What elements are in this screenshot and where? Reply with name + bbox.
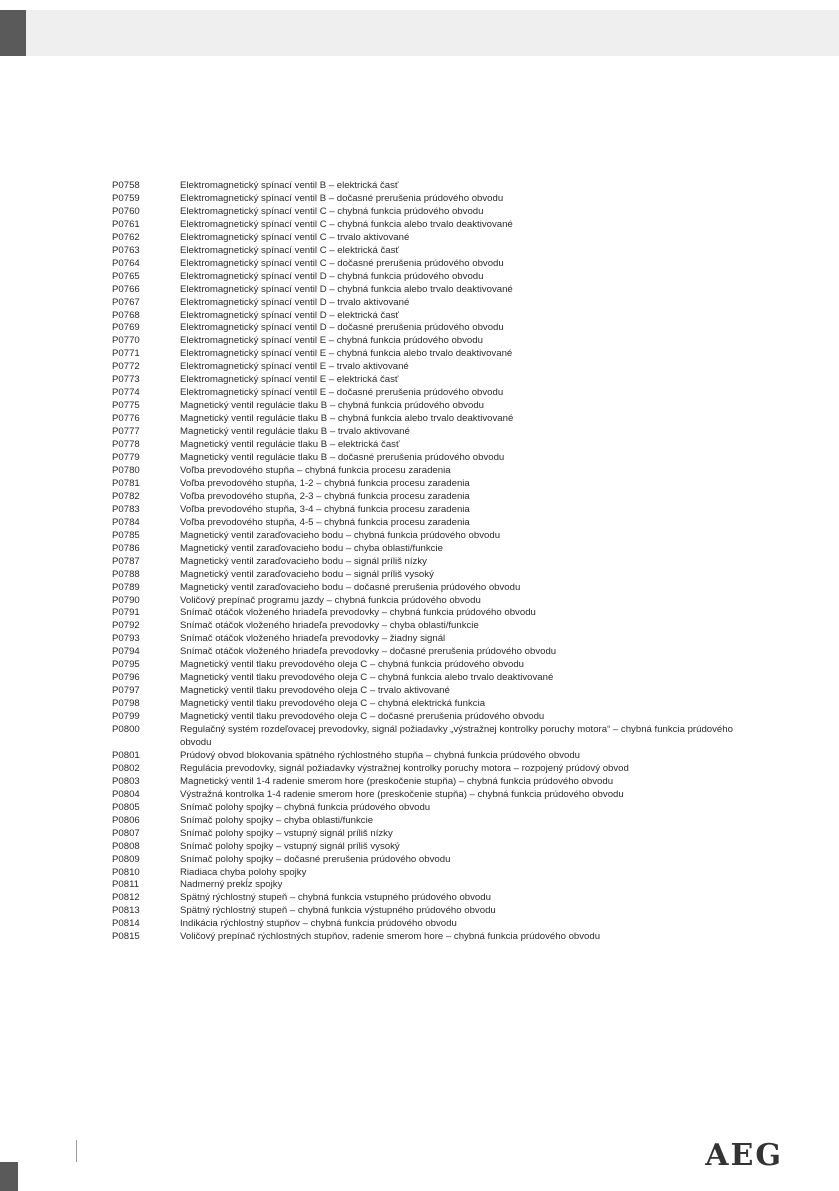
code-row xyxy=(112,698,752,711)
error-code: P0775 xyxy=(112,400,140,412)
error-code: P0786 xyxy=(112,542,140,554)
code-row xyxy=(112,789,752,802)
error-description: Magnetický ventil zaraďovacieho bodu – chybná funkcia prúdového obvodu xyxy=(180,529,501,541)
error-description: Snímač polohy spojky – vstupný signál príliš nízky xyxy=(180,827,393,839)
code-row xyxy=(112,620,752,633)
error-description: Snímač otáčok vloženého hriadeľa prevodovky – chybná funkcia prúdového obvodu xyxy=(180,607,536,619)
error-code: P0801 xyxy=(112,749,140,761)
error-code: P0795 xyxy=(112,659,140,671)
code-row xyxy=(112,711,752,724)
error-description: Voľba prevodového stupňa, 3-4 – chybná funkcia procesu zaradenia xyxy=(180,503,470,515)
error-description: Magnetický ventil tlaku prevodového oleja C – chybná funkcia prúdového obvodu xyxy=(180,659,524,671)
error-description: Magnetický ventil tlaku prevodového oleja C – dočasné prerušenia prúdového obvodu xyxy=(180,711,545,723)
code-row xyxy=(112,841,752,854)
error-code: P0807 xyxy=(112,827,140,839)
error-description: Magnetický ventil zaraďovacieho bodu – signál príliš nízky xyxy=(180,555,427,567)
error-description: Magnetický ventil regulácie tlaku B – dočasné prerušenia prúdového obvodu xyxy=(180,452,505,464)
code-row xyxy=(112,491,752,504)
error-description: Voľba prevodového stupňa, 4-5 – chybná funkcia procesu zaradenia xyxy=(180,516,470,528)
error-description: Elektromagnetický spínací ventil B – dočasné prerušenia prúdového obvodu xyxy=(180,192,504,204)
error-code: P0813 xyxy=(112,905,140,917)
code-row xyxy=(112,685,752,698)
error-description: Spätný rýchlostný stupeň – chybná funkcia vstupného prúdového obvodu xyxy=(180,892,491,904)
error-code: P0769 xyxy=(112,322,140,334)
error-description: Elektromagnetický spínací ventil C – elektrická časť xyxy=(180,244,400,256)
error-description: Magnetický ventil zaraďovacieho bodu – signál príliš vysoký xyxy=(180,568,434,580)
error-description: Elektromagnetický spínací ventil C – chybná funkcia prúdového obvodu xyxy=(180,205,484,217)
error-description: Magnetický ventil regulácie tlaku B – chybná funkcia alebo trvalo deaktivované xyxy=(180,413,514,425)
error-code: P0789 xyxy=(112,581,140,593)
error-code: P0787 xyxy=(112,555,140,567)
code-row xyxy=(112,245,752,258)
error-code: P0785 xyxy=(112,529,140,541)
error-code: P0814 xyxy=(112,918,140,930)
code-row xyxy=(112,439,752,452)
error-description: Voľba prevodového stupňa – chybná funkcia procesu zaradenia xyxy=(180,464,451,476)
error-description: Prúdový obvod blokovania spätného rýchlostného stupňa – chybná funkcia prúdového obvodu xyxy=(180,749,581,761)
error-code: P0809 xyxy=(112,853,140,865)
code-row xyxy=(112,219,752,232)
error-description: Voličový prepínač rýchlostných stupňov, radenie smerom hore – chybná funkcia prúdového obvodu xyxy=(180,931,601,943)
code-row xyxy=(112,426,752,439)
error-description: Elektromagnetický spínací ventil B – elektrická časť xyxy=(180,180,399,191)
code-row xyxy=(112,232,752,245)
error-code: P0771 xyxy=(112,348,140,360)
code-row xyxy=(112,659,752,672)
code-row xyxy=(112,180,752,193)
error-description: Elektromagnetický spínací ventil D – dočasné prerušenia prúdového obvodu xyxy=(180,322,504,334)
error-code: P0773 xyxy=(112,374,140,386)
error-code: P0777 xyxy=(112,426,140,438)
code-row xyxy=(112,569,752,582)
error-code: P0791 xyxy=(112,607,140,619)
error-code: P0815 xyxy=(112,931,140,943)
error-code: P0804 xyxy=(112,788,140,800)
error-description: Elektromagnetický spínací ventil C – trvalo aktivované xyxy=(180,231,410,243)
page-number-divider xyxy=(76,1140,77,1162)
error-description: Elektromagnetický spínací ventil E – dočasné prerušenia prúdového obvodu xyxy=(180,387,504,399)
error-description: Snímač polohy spojky – chybná funkcia prúdového obvodu xyxy=(180,801,431,813)
code-row xyxy=(112,374,752,387)
code-row xyxy=(112,828,752,841)
code-row xyxy=(112,517,752,530)
error-code: P0810 xyxy=(112,866,140,878)
code-row xyxy=(112,854,752,867)
error-description: Voľba prevodového stupňa, 2-3 – chybná funkcia procesu zaradenia xyxy=(180,490,470,502)
code-row xyxy=(112,335,752,348)
error-code: P0797 xyxy=(112,685,140,697)
error-description: Snímač otáčok vloženého hriadeľa prevodovky – žiadny signál xyxy=(180,633,446,645)
error-code-list xyxy=(112,180,752,944)
code-row xyxy=(112,413,752,426)
error-code: P0772 xyxy=(112,361,140,373)
error-description: Voličový prepínač programu jazdy – chybná funkcia prúdového obvodu xyxy=(180,594,481,606)
error-description: Voľba prevodového stupňa, 1-2 – chybná funkcia procesu zaradenia xyxy=(180,477,470,489)
code-row xyxy=(112,452,752,465)
code-row xyxy=(112,543,752,556)
error-code: P0764 xyxy=(112,257,140,269)
error-description: Regulačný systém rozdeľovacej prevodovky, signál požiadavky „výstražnej kontrolky poruchy motora“ – chybná funkcia prúdového obvodu xyxy=(180,724,733,748)
error-description: Elektromagnetický spínací ventil D – trvalo aktivované xyxy=(180,296,410,308)
code-row xyxy=(112,310,752,323)
error-description: Magnetický ventil tlaku prevodového oleja C – trvalo aktivované xyxy=(180,685,450,697)
error-code: P0770 xyxy=(112,335,140,347)
error-code: P0784 xyxy=(112,516,140,528)
error-code: P0767 xyxy=(112,296,140,308)
error-description: Indikácia rýchlostný stupňov – chybná funkcia prúdového obvodu xyxy=(180,918,457,930)
error-description: Snímač otáčok vloženého hriadeľa prevodovky – dočasné prerušenia prúdového obvodu xyxy=(180,646,557,658)
error-description: Magnetický ventil 1-4 radenie smerom hore (preskočenie stupňa) – chybná funkcia prúdového obvodu xyxy=(180,775,614,787)
error-description: Snímač polohy spojky – chyba oblasti/funkcie xyxy=(180,814,374,826)
code-row xyxy=(112,724,752,750)
error-code: P0776 xyxy=(112,413,140,425)
error-description: Magnetický ventil zaraďovacieho bodu – dočasné prerušenia prúdového obvodu xyxy=(180,581,521,593)
error-description: Magnetický ventil regulácie tlaku B – chybná funkcia prúdového obvodu xyxy=(180,400,484,412)
error-code: P0812 xyxy=(112,892,140,904)
error-code: P0806 xyxy=(112,814,140,826)
error-description: Elektromagnetický spínací ventil E – trvalo aktivované xyxy=(180,361,409,373)
error-description: Elektromagnetický spínací ventil D – chybná funkcia prúdového obvodu xyxy=(180,270,484,282)
error-description: Magnetický ventil tlaku prevodového oleja C – chybná elektrická funkcia xyxy=(180,698,486,710)
error-description: Magnetický ventil regulácie tlaku B – elektrická časť xyxy=(180,439,400,451)
code-row xyxy=(112,802,752,815)
code-row xyxy=(112,892,752,905)
code-row xyxy=(112,595,752,608)
error-code: P0799 xyxy=(112,711,140,723)
error-code: P0782 xyxy=(112,490,140,502)
code-row xyxy=(112,322,752,335)
error-description: Snímač polohy spojky – dočasné prerušenia prúdového obvodu xyxy=(180,853,451,865)
error-code: P0800 xyxy=(112,724,140,736)
error-code: P0765 xyxy=(112,270,140,282)
header-band xyxy=(26,10,839,56)
error-description: Elektromagnetický spínací ventil D – elektrická časť xyxy=(180,309,400,321)
code-row xyxy=(112,556,752,569)
code-row xyxy=(112,776,752,789)
code-row xyxy=(112,931,752,944)
error-description: Magnetický ventil zaraďovacieho bodu – chyba oblasti/funkcie xyxy=(180,542,443,554)
error-code: P0774 xyxy=(112,387,140,399)
error-code: P0793 xyxy=(112,633,140,645)
error-description: Elektromagnetický spínací ventil D – chybná funkcia alebo trvalo deaktivované xyxy=(180,283,513,295)
error-code: P0760 xyxy=(112,205,140,217)
error-code: P0808 xyxy=(112,840,140,852)
error-code: P0790 xyxy=(112,594,140,606)
code-row xyxy=(112,879,752,892)
code-row xyxy=(112,465,752,478)
code-row xyxy=(112,348,752,361)
error-description: Elektromagnetický spínací ventil E – elektrická časť xyxy=(180,374,399,386)
code-row xyxy=(112,646,752,659)
error-code: P0768 xyxy=(112,309,140,321)
page-corner-tab-top xyxy=(0,10,26,56)
error-code: P0796 xyxy=(112,672,140,684)
error-code: P0798 xyxy=(112,698,140,710)
error-description: Elektromagnetický spínací ventil E – chybná funkcia alebo trvalo deaktivované xyxy=(180,348,513,360)
code-row xyxy=(112,633,752,646)
error-description: Elektromagnetický spínací ventil E – chybná funkcia prúdového obvodu xyxy=(180,335,483,347)
error-description: Elektromagnetický spínací ventil C – dočasné prerušenia prúdového obvodu xyxy=(180,257,504,269)
code-row xyxy=(112,867,752,880)
error-code: P0761 xyxy=(112,218,140,230)
error-description: Magnetický ventil tlaku prevodového oleja C – chybná funkcia alebo trvalo deaktivované xyxy=(180,672,554,684)
code-row xyxy=(112,284,752,297)
error-code: P0762 xyxy=(112,231,140,243)
error-code: P0788 xyxy=(112,568,140,580)
code-row xyxy=(112,504,752,517)
error-description: Nadmerný prekĺz spojky xyxy=(180,879,283,891)
page-corner-tab-bottom xyxy=(0,1162,18,1191)
error-description: Riadiaca chyba polohy spojky xyxy=(180,866,307,878)
error-code: P0758 xyxy=(112,180,140,191)
error-code: P0811 xyxy=(112,879,140,891)
code-row xyxy=(112,258,752,271)
error-description: Snímač otáčok vloženého hriadeľa prevodovky – chyba oblasti/funkcie xyxy=(180,620,479,632)
code-row xyxy=(112,750,752,763)
code-row xyxy=(112,193,752,206)
code-row xyxy=(112,918,752,931)
error-description: Spätný rýchlostný stupeň – chybná funkcia výstupného prúdového obvodu xyxy=(180,905,496,917)
code-row xyxy=(112,763,752,776)
error-code: P0802 xyxy=(112,762,140,774)
code-row xyxy=(112,582,752,595)
error-code: P0779 xyxy=(112,452,140,464)
error-description: Snímač polohy spojky – vstupný signál príliš vysoký xyxy=(180,840,400,852)
error-code: P0805 xyxy=(112,801,140,813)
brand-logo: AEG xyxy=(705,1138,783,1173)
code-row xyxy=(112,607,752,620)
code-row xyxy=(112,297,752,310)
code-row xyxy=(112,478,752,491)
error-code: P0780 xyxy=(112,464,140,476)
error-code: P0803 xyxy=(112,775,140,787)
code-row xyxy=(112,206,752,219)
code-row xyxy=(112,387,752,400)
code-row xyxy=(112,271,752,284)
error-code: P0763 xyxy=(112,244,140,256)
error-code: P0792 xyxy=(112,620,140,632)
code-row xyxy=(112,815,752,828)
error-description: Výstražná kontrolka 1-4 radenie smerom hore (preskočenie stupňa) – chybná funkcia prúdového obvodu xyxy=(180,788,624,800)
error-description: Magnetický ventil regulácie tlaku B – trvalo aktivované xyxy=(180,426,410,438)
code-row xyxy=(112,400,752,413)
code-row xyxy=(112,672,752,685)
code-row xyxy=(112,361,752,374)
code-row xyxy=(112,905,752,918)
error-description: Regulácia prevodovky, signál požiadavky výstražnej kontrolky poruchy motora – rozpojený prúdový obvod xyxy=(180,762,629,774)
error-code: P0794 xyxy=(112,646,140,658)
error-code: P0759 xyxy=(112,192,140,204)
error-code: P0766 xyxy=(112,283,140,295)
code-row xyxy=(112,530,752,543)
error-code: P0781 xyxy=(112,477,140,489)
error-description: Elektromagnetický spínací ventil C – chybná funkcia alebo trvalo deaktivované xyxy=(180,218,513,230)
error-code: P0783 xyxy=(112,503,140,515)
error-code: P0778 xyxy=(112,439,140,451)
